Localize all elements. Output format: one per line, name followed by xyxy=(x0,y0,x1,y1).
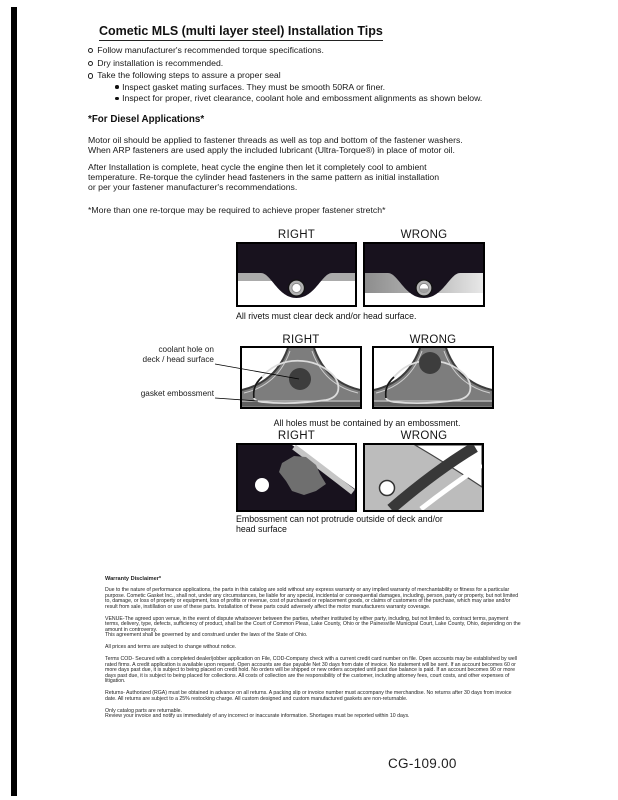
diagram3-right-label: RIGHT xyxy=(277,430,316,442)
bullet-icon xyxy=(88,73,93,78)
diesel-paragraph-1 xyxy=(88,135,463,155)
warranty-block xyxy=(105,588,523,610)
annotation-line: coolant hole on xyxy=(158,345,214,354)
list-item-text: Inspect for proper, rivet clearance, coolant hole and embossment alignments as shown below. xyxy=(122,92,483,103)
diagram1-right-panel xyxy=(236,242,357,307)
paragraph-line: or per your fastener manufacturer's recommendations. xyxy=(88,182,298,192)
paragraph-line: Motor oil should be applied to fastener threads as well as top and bottom of the fastener washers. xyxy=(88,135,463,145)
page-title: Cometic MLS (multi layer steel) Installation Tips xyxy=(99,24,383,41)
bolt-hole-icon xyxy=(380,481,395,496)
bullet-icon xyxy=(88,61,93,66)
diagram3-right-panel xyxy=(236,443,357,512)
coolant-hole-annotation xyxy=(108,345,214,365)
warranty-block xyxy=(105,617,523,639)
diagram1-right-label: RIGHT xyxy=(277,229,316,241)
annotation-line: deck / head surface xyxy=(142,355,214,364)
warranty-block xyxy=(105,709,523,720)
warranty-text: Review your invoice and notify us immediately of any incorrect or inaccurate information. Shortages must be reported within 10 days. xyxy=(105,713,410,719)
paragraph-line: temperature. Re-torque the cylinder head fasteners in the same pattern as initial installation xyxy=(88,172,440,182)
warranty-text: Terms COD- Secured with a completed dealer/jobber application on File, COD-Company check with a current credit card number on file. Open accounts may be established by well rated firms. A credit application is available upon request. Open accounts are due payable Net 30 days from date of invoice. No statement will be sent. If an account becomes 60 or more days past due, it is subject to being placed on credit hold. No orders will be shipped or new orders accepted until past due balance is paid. If an account becomes 90 or more days past due, it is subject to being placed for collections. All costs of collection are the responsibility of the customer, including attorney fees, court costs, and other expenses of litigation. xyxy=(105,656,518,684)
warranty-heading: Warranty Disclaimer* xyxy=(105,576,162,582)
list-item xyxy=(88,44,548,57)
list-subitem xyxy=(115,82,548,93)
warranty-block xyxy=(105,657,523,685)
bolt-hole-icon xyxy=(255,478,269,492)
bullet-icon xyxy=(88,48,93,53)
bullet-icon xyxy=(115,97,119,101)
warranty-text: Only catalog parts are returnable. xyxy=(105,707,182,714)
catalog-page-code: CG-109.00 xyxy=(388,756,457,771)
diagram3-wrong-label: WRONG xyxy=(400,430,448,442)
diagram2-wrong-panel xyxy=(372,346,494,409)
diagram2-wrong-label: WRONG xyxy=(409,334,457,346)
retorque-note: *More than one re-torque may be required to achieve proper fastener stretch* xyxy=(88,205,386,215)
gasket-embossment-annotation: gasket embossment xyxy=(140,389,214,398)
warranty-block xyxy=(105,645,523,651)
list-item-text: Follow manufacturer's recommended torque specifications. xyxy=(97,45,324,55)
warranty-text: VENUE-The agreed upon venue, in the event of dispute whatsoever between the parties, whether instituted by either party, including, but not limited to, contract terms, payment terms, delivery, type, defects, sufficiency of product, shall be the Court of Common Pleas, Lake County, Ohio or the Painesville Municipal Court, Lake County, Ohio, depending on the amount in controversy. xyxy=(105,615,521,633)
bullet-icon xyxy=(115,85,119,89)
diagram3-wrong-panel xyxy=(363,443,484,512)
diagram2-right-label: RIGHT xyxy=(282,334,320,346)
paragraph-line: When ARP fasteners are used apply the included lubricant (Ultra-Torque®) in place of motor oil. xyxy=(88,145,455,155)
list-item-text: Take the following steps to assure a proper seal xyxy=(97,70,281,81)
coolant-hole-icon xyxy=(289,368,311,390)
page-edge-bar xyxy=(11,7,17,796)
diagram2-right-panel xyxy=(240,346,362,409)
warranty-text: Due to the nature of performance applications, the parts in this catalog are sold without any express warranty or any implied warranty of merchantability or fitness for a particular purpose. Cometic Gasket Inc., shall not, under any circumstances, be liable for any special, incidental or consequential damages, including, person, party or property, but not limited to, damage, or loss of property or equipment, loss of profits or revenue, cost of purchased or replacement goods, or claims of customers of the purchase, which may arise and/or result from sale, instillation or use of these parts. Installation of these parts could adversely affect the motor manufacturers warranty coverage. xyxy=(105,587,519,610)
diagram1-wrong-label: WRONG xyxy=(400,229,448,241)
diesel-paragraph-2 xyxy=(88,162,439,192)
diagram1-caption: All rivets must clear deck and/or head surface. xyxy=(236,311,417,321)
diagram2-caption: All holes must be contained by an embossment. xyxy=(273,418,461,428)
list-subitem xyxy=(115,93,548,104)
list-item xyxy=(88,57,548,70)
installation-tips-list xyxy=(88,44,548,104)
list-item-text: Dry installation is recommended. xyxy=(97,57,224,68)
diagram3-caption: Embossment can not protrude outside of deck and/or head surface xyxy=(236,514,443,534)
warranty-text: Returns- Authorized (RGA) must be obtained in advance on all returns. A packing slip or invoice number must accompany the merchandise. No returns after 30 days from invoice date. All returns are subject to a 25% restocking charge. All custom designed and custom manufactured gaskets are non-returnable. xyxy=(105,690,512,702)
warranty-text: All prices and terms are subject to change without notice. xyxy=(105,644,237,650)
coolant-hole-icon xyxy=(419,352,441,374)
diagram1-wrong-panel xyxy=(363,242,485,307)
warranty-block xyxy=(105,691,523,702)
warranty-text: This agreement shall be governed by and construed under the laws of the State of Ohio. xyxy=(105,632,308,638)
list-item-text: Inspect gasket mating surfaces. They must be smooth 50RA or finer. xyxy=(122,81,386,92)
paragraph-line: After Installation is complete, heat cycle the engine then let it completely cool to ambient xyxy=(88,162,427,172)
warranty-disclaimer xyxy=(105,576,523,726)
list-item xyxy=(88,69,548,82)
diesel-section-heading: *For Diesel Applications* xyxy=(88,114,205,125)
